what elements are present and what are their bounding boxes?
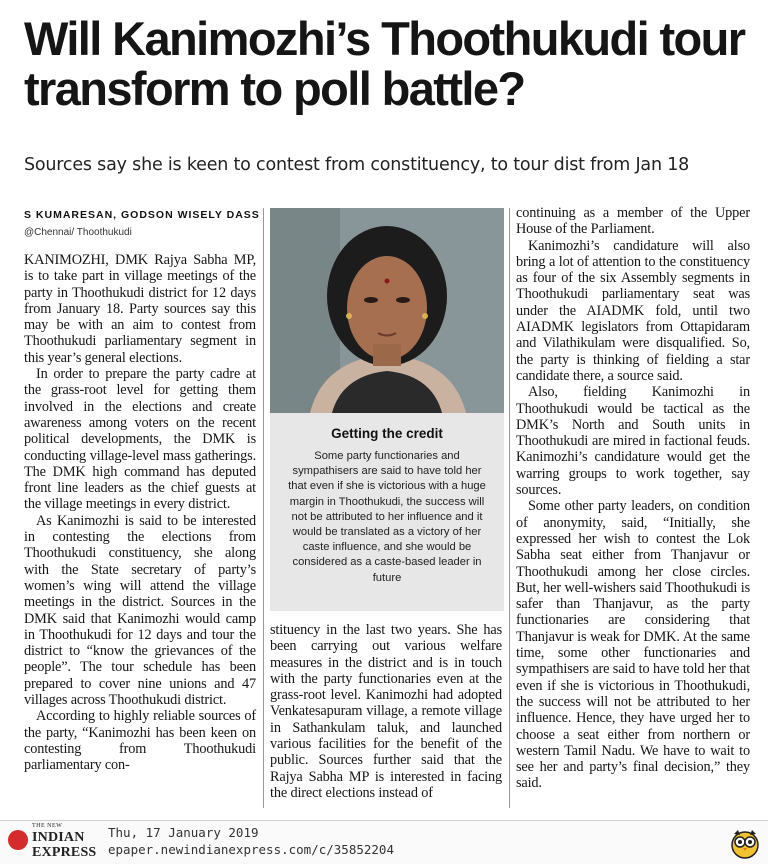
headline: Will Kanimozhi’s Thoothukudi tour transform to poll battle?	[24, 12, 745, 115]
paragraph: Some other party leaders, on condition of anonymity, said, “Initially, she expressed her wish to contest the Lok Sabha seat either from Thanjavur or Thoothukudi among her close circles. But, her well-wishers said Thoothukudi is safer than Thanjavur, as the party functionaries are considering that Thanjavur is weak for DMK. At the same time, some other functionaries and sympathisers are said to have told her that even if she is victorious in Thoothukudi, the success will not be attributed to her influence. Hence, they have urged her to choose a seat either from northern or western Tamil Nadu. We have to wait to see her and party’s final decision,” they said.	[516, 498, 750, 792]
article-column-2	[270, 622, 502, 801]
byline: S KUMARESAN, GODSON WISELY DASS	[24, 209, 260, 221]
paragraph: As Kanimozhi is said to be interested in contesting the elections from Thoothukudi constituency, she along with the State secretary of party’s women’s wing will attend the village meetings in the district. Sources in the DMK said that Kanimozhi would camp in Thoothukudi for 12 days and tour the district to “know the grievances of the people”. The tour schedule has been prepared to cover nine unions and 47 villages across Thoothukudi district.	[24, 512, 256, 709]
logo-line-1: INDIAN	[32, 830, 85, 845]
publish-date: Thu, 17 January 2019	[108, 825, 259, 840]
article-column-1	[24, 252, 256, 774]
epaper-footer	[0, 820, 768, 864]
dateline: @Chennai/ Thoothukudi	[24, 227, 132, 238]
paragraph: According to highly reliable sources of the party, “Kanimozhi has been keen on contesting from Thoothukudi parliamentary con-	[24, 708, 256, 774]
sidebar-box	[270, 413, 504, 611]
footer-meta	[108, 824, 394, 858]
column-rule	[509, 208, 510, 808]
logo-line-2: EXPRESS	[32, 845, 97, 860]
sidebar-body: Some party functionaries and sympathisers are said to have told her that even if she is victorious with a huge margin in Thoothukudi, the success will not be attributed to her influence and it would be translated as a victory of her caste influence, and she would be considered as a caste-based leader in future	[288, 450, 486, 584]
logo-small-text: THE NEW	[32, 823, 63, 829]
paragraph: stituency in the last two years. She has been carrying out various welfare measures in the district and is in touch with the party functionaries even at the grass-root level. Kanimozhi had adopted Venkatesapuram village, a remote village in Sathankulam taluk, and launched various facilities for the benefit of the public. Sources further said that the Rajya Sabha MP is interested in facing the direct elections instead of	[270, 622, 502, 801]
column-rule	[263, 208, 264, 808]
paragraph: Also, fielding Kanimozhi in Thoothukudi would be tactical as the DMK’s North and South units in Thoothukudi are mired in factional feuds. Kanimozhi’s candidature would get the warring groups to work together, say sources.	[516, 384, 750, 499]
paragraph: Kanimozhi’s candidature will also bring a lot of attention to the constituency as four of the six Assembly segments in Thoothukudi parliamentary seat was under the AIADMK fold, until two AIADMK legislators from Ottapidaram and Vilathikulam were disqualified. So, the party is thinking of fielding a star candidate there, a source said.	[516, 237, 750, 384]
article-column-3	[516, 205, 750, 792]
subheadline: Sources say she is keen to contest from constituency, to tour dist from Jan 18	[24, 155, 690, 175]
sidebar-title: Getting the credit	[331, 426, 443, 441]
paragraph: KANIMOZHI, DMK Rajya Sabha MP, is to take part in village meetings of the party in Thoothukudi district for 12 days from January 18. Party sources say this may be with an aim to contest from Thoothukudi parliamentary segment in this year’s general elections.	[24, 252, 256, 366]
portrait-photo	[270, 208, 504, 413]
logo-emblem-icon	[8, 830, 28, 850]
epaper-url[interactable]: epaper.newindianexpress.com/c/35852204	[108, 842, 394, 857]
paragraph: continuing as a member of the Upper House of the Parliament.	[516, 205, 750, 238]
portrait-illustration	[270, 208, 504, 413]
paragraph: In order to prepare the party cadre at the grass-root level for getting them involved in the elections and create awareness among voters on the recent political developments, the DMK is conducting village-level mass gatherings. The DMK high command has deputed front line leaders as the chief guests at the village meetings in every district.	[24, 366, 256, 513]
owl-icon[interactable]	[730, 827, 760, 859]
